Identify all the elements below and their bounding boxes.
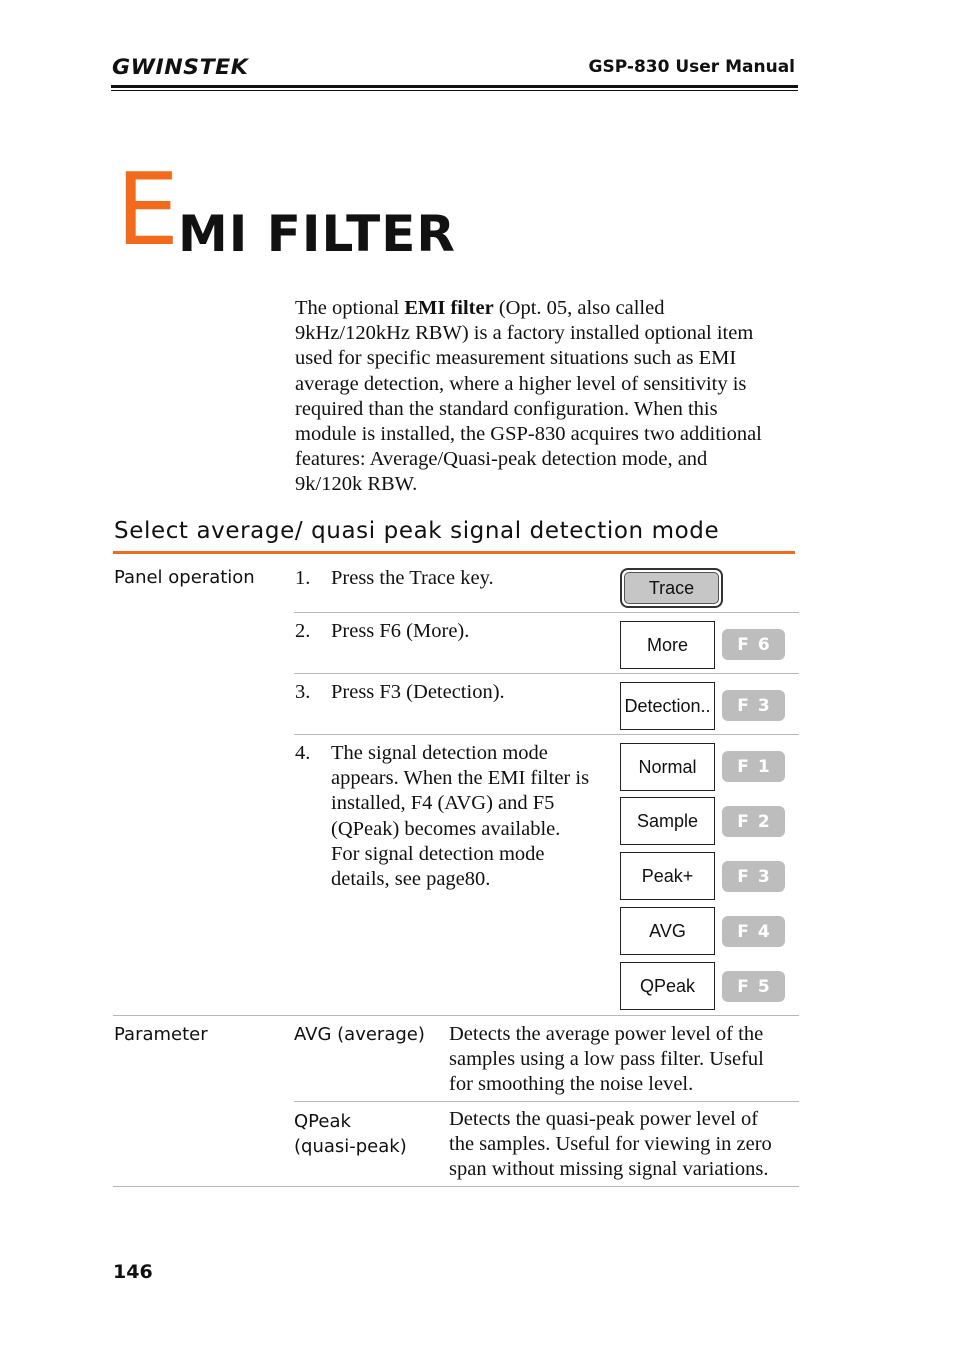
- step-text-line: appears. When the EMI filter is: [331, 767, 590, 790]
- description-line: Detects the quasi-peak power level of: [449, 1108, 759, 1130]
- intro-line: used for specific measurement situations such as EMI: [295, 347, 737, 370]
- step-number: 2.: [295, 620, 311, 642]
- intro-line: required than the standard configuration. When this: [295, 397, 718, 420]
- row-divider: [294, 1101, 799, 1102]
- function-key-f1[interactable]: F1: [722, 751, 785, 782]
- softkey-sample[interactable]: Sample: [620, 797, 715, 845]
- description-line: span without missing signal variations.: [449, 1158, 769, 1181]
- intro-text: (Opt. 05, also called: [493, 297, 665, 319]
- description-line: for smoothing the noise level.: [449, 1073, 694, 1096]
- softkey-more[interactable]: More: [620, 621, 715, 669]
- function-key-f4[interactable]: F4: [722, 916, 785, 947]
- description-line: Detects the average power level of the: [449, 1023, 764, 1045]
- step-number: 3.: [295, 681, 311, 703]
- intro-line: average detection, where a higher level of sensitivity is: [295, 372, 747, 395]
- function-key-f2[interactable]: F2: [722, 806, 785, 837]
- function-key-f5[interactable]: F5: [722, 971, 785, 1002]
- step-number: 4.: [295, 742, 311, 764]
- step-text-line: The signal detection mode: [331, 742, 548, 764]
- row-divider: [294, 612, 799, 613]
- parameter-name-line: (quasi-peak): [294, 1136, 407, 1157]
- table-bottom-rule: [113, 1186, 799, 1187]
- step-text-line: For signal detection mode: [331, 842, 545, 865]
- trace-key-label: Trace: [624, 572, 719, 604]
- intro-line: 9k/120k RBW.: [295, 473, 418, 496]
- intro-line: features: Average/Quasi-peak detection mode, and: [295, 448, 708, 471]
- intro-line: 9kHz/120kHz RBW) is a factory installed optional item: [295, 322, 754, 345]
- intro-paragraph: [295, 296, 790, 498]
- parameter-name: [294, 1109, 407, 1159]
- softkey-detection[interactable]: Detection..: [620, 682, 715, 730]
- row-divider: [294, 734, 799, 735]
- parameter-name: AVG (average): [294, 1024, 425, 1045]
- step-text-line: details, see page80.: [331, 868, 491, 891]
- step-text: Press F3 (Detection).: [331, 681, 505, 703]
- step-text: Press the Trace key.: [331, 567, 494, 589]
- panel-operation-label: Panel operation: [114, 567, 255, 588]
- step-text: [331, 741, 611, 892]
- intro-line: [295, 296, 790, 321]
- brand-logo: GWINSTEK: [112, 55, 249, 79]
- intro-line: module is installed, the GSP-830 acquires two additional: [295, 423, 762, 446]
- section-divider: [113, 1015, 799, 1016]
- chapter-title-initial: E: [116, 151, 180, 268]
- step-number: 1.: [295, 567, 311, 589]
- row-divider: [294, 673, 799, 674]
- description-line: the samples. Useful for viewing in zero: [449, 1133, 772, 1156]
- manual-title: GSP-830 User Manual: [588, 57, 795, 77]
- parameter-name-line: QPeak: [294, 1111, 351, 1132]
- parameter-description: [449, 1107, 794, 1183]
- softkey-avg[interactable]: AVG: [620, 907, 715, 955]
- softkey-peak-plus[interactable]: Peak+: [620, 852, 715, 900]
- function-key-f6[interactable]: F6: [722, 629, 785, 660]
- description-line: samples using a low pass filter. Useful: [449, 1048, 764, 1071]
- emi-filter-term: EMI filter: [404, 297, 494, 319]
- header-rule-thin: [111, 90, 798, 91]
- step-text-line: (QPeak) becomes available.: [331, 817, 561, 840]
- page-number: 146: [113, 1261, 153, 1283]
- header-rule: [111, 85, 798, 88]
- parameter-label: Parameter: [114, 1024, 208, 1045]
- softkey-normal[interactable]: Normal: [620, 743, 715, 791]
- function-key-f3[interactable]: F3: [722, 861, 785, 892]
- step-text: Press F6 (More).: [331, 620, 470, 642]
- parameter-description: [449, 1022, 794, 1098]
- section-heading: Select average/ quasi peak signal detection mode: [114, 518, 720, 544]
- section-rule: [113, 551, 795, 554]
- intro-text: The optional: [295, 297, 405, 319]
- trace-key[interactable]: [620, 568, 723, 608]
- chapter-title: MI FILTER: [178, 205, 456, 263]
- softkey-qpeak[interactable]: QPeak: [620, 962, 715, 1010]
- step-text-line: installed, F4 (AVG) and F5: [331, 792, 555, 815]
- function-key-f3[interactable]: F3: [722, 690, 785, 721]
